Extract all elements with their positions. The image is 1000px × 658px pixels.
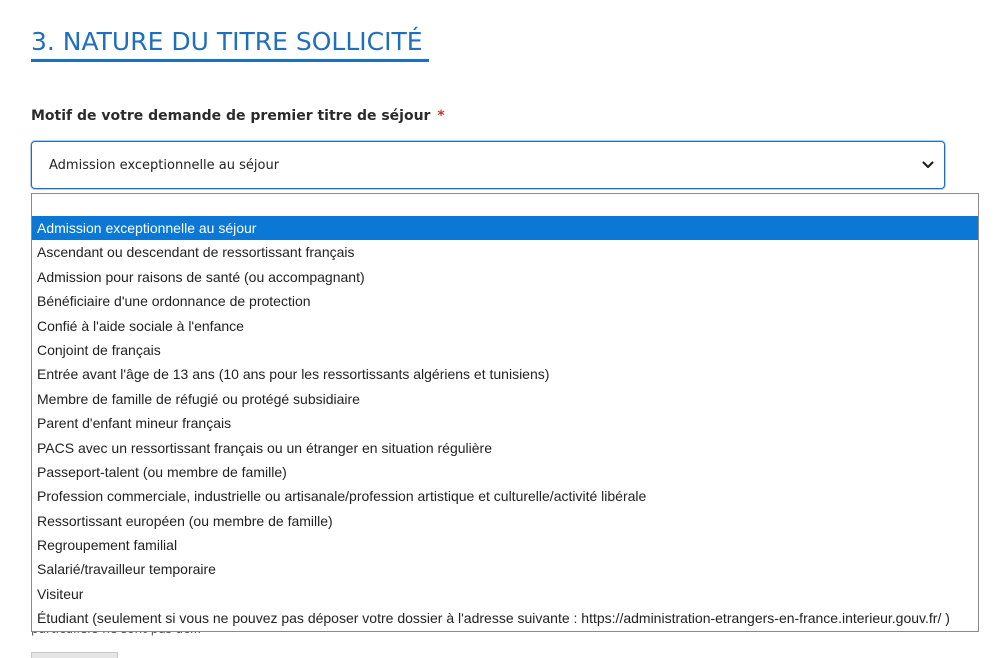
section-title-underline: [31, 59, 429, 62]
dropdown-list[interactable]: [31, 193, 979, 632]
dropdown-option[interactable]: Admission pour raisons de santé (ou accompagnant): [37, 268, 365, 285]
required-marker: *: [437, 108, 445, 124]
section-title: 3. NATURE DU TITRE SOLLICITÉ: [31, 27, 423, 56]
dropdown-option[interactable]: Regroupement familial: [37, 537, 178, 554]
chevron-down-icon: [921, 158, 935, 172]
dropdown-options: [32, 216, 978, 631]
dropdown-option[interactable]: Confié à l'aide sociale à l'enfance: [37, 317, 244, 334]
field-label-text: Motif de votre demande de premier titre de séjour: [31, 108, 431, 124]
dropdown-option[interactable]: Admission exceptionnelle au séjour: [32, 216, 978, 240]
partially-hidden-button[interactable]: [31, 652, 118, 658]
dropdown-option[interactable]: Étudiant (seulement si vous ne pouvez pas déposer votre dossier à l'adresse suivante : https://administration-etrangers-en-france.interieur.gouv.fr/ ): [37, 610, 950, 627]
dropdown-option[interactable]: Conjoint de français: [37, 341, 161, 358]
motif-select[interactable]: [31, 141, 945, 189]
select-current-value: Admission exceptionnelle au séjour: [49, 158, 280, 173]
field-label: [31, 108, 445, 124]
dropdown-option[interactable]: Ressortissant européen (ou membre de famille): [37, 512, 333, 529]
dropdown-option[interactable]: Parent d'enfant mineur français: [37, 415, 232, 432]
dropdown-option[interactable]: Profession commerciale, industrielle ou artisanale/profession artistique et culturelle/activité libérale: [37, 488, 647, 505]
dropdown-option[interactable]: Ascendant ou descendant de ressortissant français: [37, 244, 355, 261]
dropdown-blank-option[interactable]: [32, 194, 978, 216]
dropdown-option[interactable]: Entrée avant l'âge de 13 ans (10 ans pour les ressortissants algériens et tunisiens): [37, 366, 550, 383]
dropdown-option[interactable]: Membre de famille de réfugié ou protégé subsidiaire: [37, 390, 360, 407]
dropdown-option[interactable]: Visiteur: [37, 585, 84, 602]
dropdown-option[interactable]: PACS avec un ressortissant français ou un étranger en situation régulière: [37, 439, 492, 456]
dropdown-option[interactable]: Salarié/travailleur temporaire: [37, 561, 216, 578]
dropdown-option[interactable]: Passeport-talent (ou membre de famille): [37, 463, 287, 480]
dropdown-option[interactable]: Bénéficiaire d'une ordonnance de protection: [37, 293, 311, 310]
